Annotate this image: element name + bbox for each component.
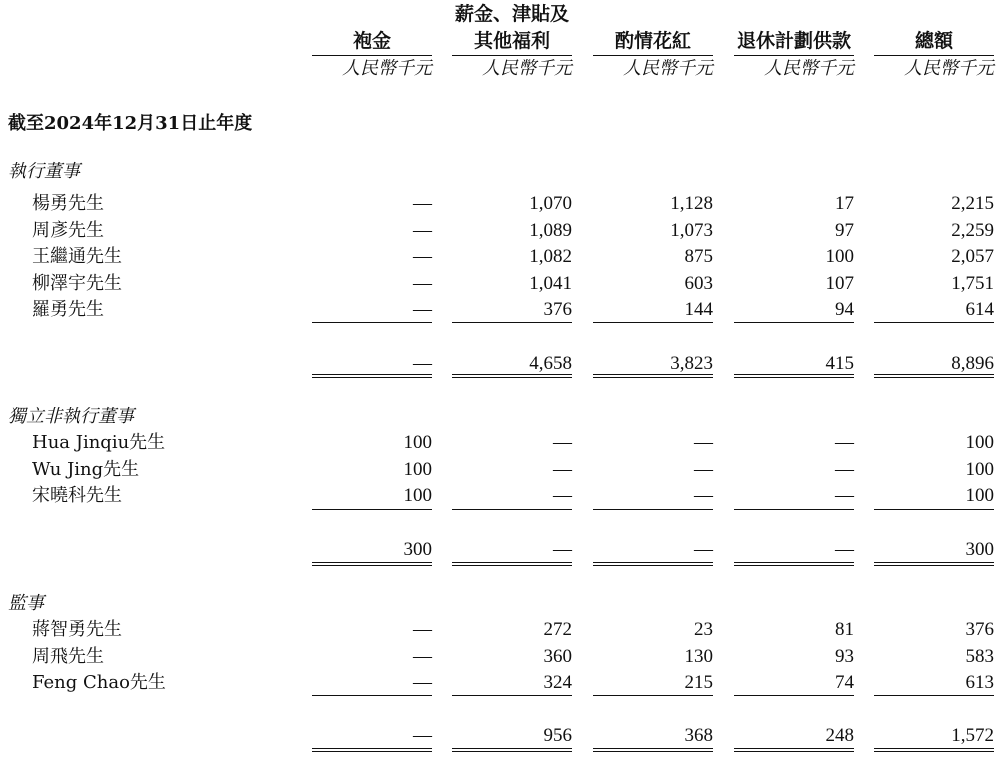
subtotal-rule — [593, 322, 713, 323]
table-cell: 1,128 — [670, 193, 713, 214]
column-header-underline — [734, 55, 854, 56]
subtotal-rule — [312, 322, 432, 323]
total-double-rule — [734, 562, 854, 566]
total-cell: 368 — [684, 725, 713, 746]
table-cell: 100 — [403, 432, 432, 453]
table-cell: 613 — [965, 672, 994, 693]
table-cell: — — [694, 432, 713, 453]
row-label: 宋曉科先生 — [32, 485, 122, 506]
total-double-rule — [452, 562, 572, 566]
table-cell: — — [835, 458, 854, 480]
table-cell: 215 — [684, 672, 713, 693]
table-cell: 376 — [543, 299, 572, 320]
column-header: 袍金 — [352, 30, 391, 52]
section-title: 執行董事 — [8, 161, 80, 182]
total-double-rule — [452, 374, 572, 378]
table-cell: 875 — [684, 246, 713, 267]
table-cell: — — [553, 485, 572, 506]
column-unit: 人民幣千元 — [764, 58, 854, 79]
table-cell: — — [694, 485, 713, 506]
row-label: 周飛先生 — [32, 645, 104, 667]
subtotal-rule — [734, 509, 854, 510]
table-cell: 272 — [543, 619, 572, 640]
column-header-underline — [874, 55, 994, 56]
row-label: Hua Jinqiu先生 — [32, 432, 166, 453]
table-cell: 376 — [965, 619, 994, 640]
total-cell: — — [835, 539, 854, 560]
table-cell: 100 — [403, 458, 432, 480]
total-double-rule — [312, 748, 432, 752]
section-title: 獨立非執行董事 — [8, 406, 134, 427]
total-cell: 248 — [825, 725, 854, 746]
table-cell: 144 — [684, 299, 713, 320]
table-cell: — — [413, 619, 432, 640]
table-cell: — — [553, 458, 572, 480]
row-label: 王繼通先生 — [32, 246, 122, 267]
table-cell: 100 — [403, 485, 432, 506]
table-cell: — — [413, 272, 432, 294]
total-double-rule — [312, 562, 432, 566]
table-cell: — — [553, 432, 572, 453]
table-cell: 2,057 — [951, 246, 994, 267]
table-cell: 74 — [835, 672, 854, 693]
column-header: 總額 — [914, 30, 953, 52]
row-label: 羅勇先生 — [32, 299, 104, 320]
total-double-rule — [452, 748, 572, 752]
row-label: 蔣智勇先生 — [32, 619, 122, 640]
table-cell: 2,259 — [951, 219, 994, 241]
subtotal-rule — [874, 322, 994, 323]
table-cell: — — [413, 672, 432, 693]
column-unit: 人民幣千元 — [482, 58, 572, 79]
table-cell: — — [694, 458, 713, 480]
column-header-underline — [312, 55, 432, 56]
total-cell: 8,896 — [951, 353, 994, 374]
table-cell: 360 — [543, 645, 572, 667]
section-title: 監事 — [8, 593, 44, 614]
table-cell: 94 — [835, 299, 854, 320]
column-header: 其他福利 — [473, 30, 550, 52]
total-cell: — — [413, 353, 432, 374]
table-cell: 107 — [825, 272, 854, 294]
table-cell: 583 — [965, 645, 994, 667]
subtotal-rule — [452, 695, 572, 696]
column-unit: 人民幣千元 — [342, 58, 432, 79]
total-cell: 4,658 — [529, 353, 572, 374]
column-header: 薪金、津貼及 — [454, 3, 569, 25]
table-cell: 1,089 — [529, 219, 572, 241]
total-double-rule — [734, 374, 854, 378]
row-label: 楊勇先生 — [32, 193, 104, 214]
total-double-rule — [312, 374, 432, 378]
column-header-underline — [452, 55, 572, 56]
row-label: Wu Jing先生 — [32, 458, 140, 480]
table-cell: 93 — [835, 645, 854, 667]
table-cell: 100 — [825, 246, 854, 267]
table-cell: 1,073 — [670, 219, 713, 241]
total-cell: 415 — [825, 353, 854, 374]
table-cell: 100 — [965, 458, 994, 480]
table-cell: 81 — [835, 619, 854, 640]
subtotal-rule — [312, 695, 432, 696]
subtotal-rule — [734, 695, 854, 696]
column-unit: 人民幣千元 — [904, 58, 994, 79]
total-cell: — — [553, 539, 572, 560]
total-cell: — — [694, 539, 713, 560]
column-header-underline — [593, 55, 713, 56]
table-cell: — — [413, 193, 432, 214]
total-double-rule — [874, 562, 994, 566]
table-cell: 97 — [835, 219, 854, 241]
column-header: 酌情花紅 — [614, 30, 691, 52]
subtotal-rule — [874, 695, 994, 696]
total-double-rule — [734, 748, 854, 752]
subtotal-rule — [874, 509, 994, 510]
table-cell: — — [835, 485, 854, 506]
subtotal-rule — [734, 322, 854, 323]
total-double-rule — [593, 374, 713, 378]
row-label: Feng Chao先生 — [32, 672, 166, 693]
table-cell: 2,215 — [951, 193, 994, 214]
total-cell: 1,572 — [951, 725, 994, 746]
table-cell: 100 — [965, 432, 994, 453]
period-heading: 截至2024年12月31日止年度 — [8, 113, 253, 134]
total-cell: 300 — [965, 539, 994, 560]
column-unit: 人民幣千元 — [623, 58, 713, 79]
total-cell: 956 — [543, 725, 572, 746]
table-cell: — — [413, 219, 432, 241]
table-cell: — — [835, 432, 854, 453]
total-cell: 300 — [403, 539, 432, 560]
table-cell: 130 — [684, 645, 713, 667]
total-double-rule — [593, 748, 713, 752]
total-double-rule — [874, 374, 994, 378]
table-cell: 23 — [694, 619, 713, 640]
table-cell: 603 — [684, 272, 713, 294]
table-cell: — — [413, 299, 432, 320]
table-cell: 100 — [965, 485, 994, 506]
total-double-rule — [874, 748, 994, 752]
total-double-rule — [593, 562, 713, 566]
subtotal-rule — [452, 322, 572, 323]
table-cell: 324 — [543, 672, 572, 693]
table-cell: 1,070 — [529, 193, 572, 214]
table-cell: 17 — [835, 193, 854, 214]
table-cell: — — [413, 246, 432, 267]
subtotal-rule — [452, 509, 572, 510]
subtotal-rule — [593, 509, 713, 510]
table-cell: 614 — [965, 299, 994, 320]
row-label: 柳澤宇先生 — [32, 272, 122, 294]
subtotal-rule — [312, 509, 432, 510]
total-cell: — — [413, 725, 432, 746]
column-header: 退休計劃供款 — [736, 30, 851, 52]
row-label: 周彥先生 — [32, 219, 104, 241]
table-cell: 1,751 — [951, 272, 994, 294]
table-cell: 1,041 — [529, 272, 572, 294]
subtotal-rule — [593, 695, 713, 696]
table-cell: 1,082 — [529, 246, 572, 267]
total-cell: 3,823 — [670, 353, 713, 374]
table-cell: — — [413, 645, 432, 667]
